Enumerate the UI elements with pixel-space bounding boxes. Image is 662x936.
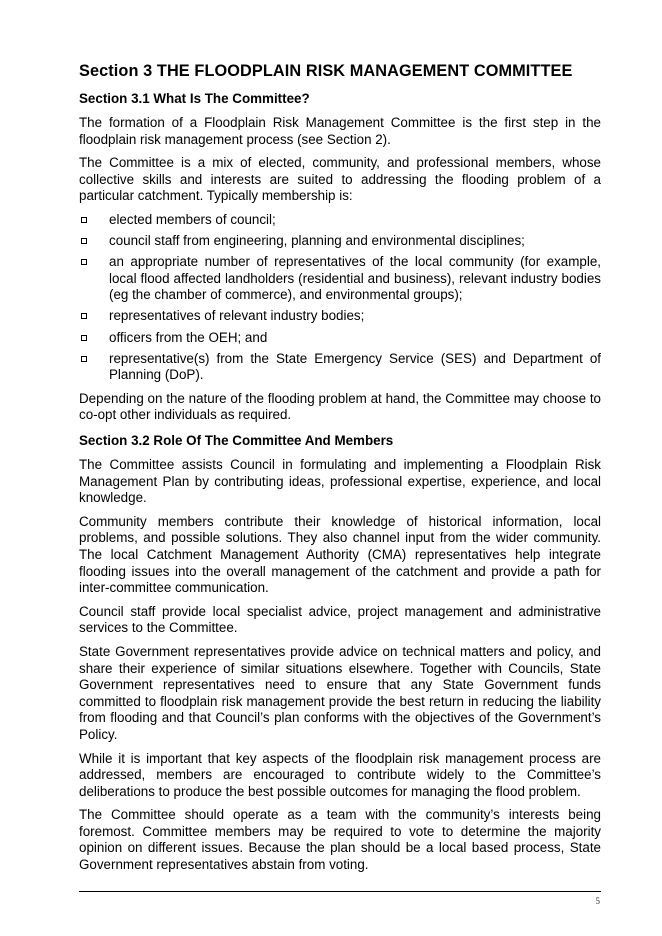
paragraph: The Committee should operate as a team with the community’s interests being foremost. Committee members may be required to vote to determine the majority opinion on different issues. Because the plan should be a local based process, State Government representatives abstain from voting.	[79, 807, 601, 873]
list-item	[79, 233, 601, 250]
paragraph: State Government representatives provide advice on technical matters and policy, and share their experience of similar situations elsewhere. Together with Councils, State Government representatives need to ensure that any State Government funds committed to floodplain risk management provide the best return in reducing the liability from flooding and that Council’s plan conforms with the objectives of the Government’s Policy.	[79, 643, 601, 742]
paragraph: While it is important that key aspects of the floodplain risk management process are addressed, members are encouraged to contribute widely to the Committee’s deliberations to produce the best possible outcomes for managing the flood problem.	[79, 750, 601, 799]
list-item-text: representative(s) from the State Emergency Service (SES) and Department of Planning (DoP).	[109, 350, 601, 383]
list-item	[79, 308, 601, 325]
square-bullet-icon	[81, 335, 87, 341]
paragraph: Council staff provide local specialist advice, project management and administrative services to the Committee.	[79, 603, 601, 636]
square-bullet-icon	[81, 356, 87, 362]
paragraph: The Committee assists Council in formulating and implementing a Floodplain Risk Management Plan by contributing ideas, professional expertise, experience, and local knowledge.	[79, 457, 601, 506]
paragraph: Community members contribute their knowledge of historical information, local problems, and possible solutions. They also channel input from the wider community. The local Catchment Management Authority (CMA) representatives help integrate flooding issues into the overall management of the catchment and provide a path for inter-committee communication.	[79, 513, 601, 596]
square-bullet-icon	[81, 313, 87, 319]
list-item-text: council staff from engineering, planning and environmental disciplines;	[109, 233, 525, 249]
subsection-title-3-1: Section 3.1 What Is The Committee?	[79, 91, 310, 106]
paragraph: The Committee is a mix of elected, community, and professional members, whose collective skills and interests are suited to addressing the flooding problem of a particular catchment. Typically membership is:	[79, 155, 601, 204]
membership-list	[79, 212, 601, 384]
list-item	[79, 351, 601, 384]
section-heading: Section 3 THE FLOODPLAIN RISK MANAGEMENT COMMITTEE	[79, 62, 573, 80]
paragraph: The formation of a Floodplain Risk Management Committee is the first step in the floodplain risk management process (see Section 2).	[79, 115, 601, 147]
list-item-text: elected members of council;	[109, 211, 276, 227]
square-bullet-icon	[81, 259, 87, 265]
list-item-text: officers from the OEH; and	[109, 329, 268, 345]
square-bullet-icon	[81, 238, 87, 244]
list-item-text: an appropriate number of representatives of the local community (for example, local flood affected landholders (residential and business), relevant industry bodies (eg the chamber of commerce), and environmental groups);	[109, 254, 601, 303]
page-number: 5	[595, 896, 600, 906]
list-item	[79, 254, 601, 304]
list-item-text: representatives of relevant industry bodies;	[109, 308, 365, 324]
paragraph: Depending on the nature of the flooding problem at hand, the Committee may choose to co-opt other individuals as required.	[79, 390, 601, 423]
subsection-title-3-2: Section 3.2 Role Of The Committee And Members	[79, 433, 394, 448]
footer-divider	[79, 891, 601, 892]
list-item	[79, 212, 601, 229]
square-bullet-icon	[81, 217, 87, 223]
list-item	[79, 330, 601, 347]
